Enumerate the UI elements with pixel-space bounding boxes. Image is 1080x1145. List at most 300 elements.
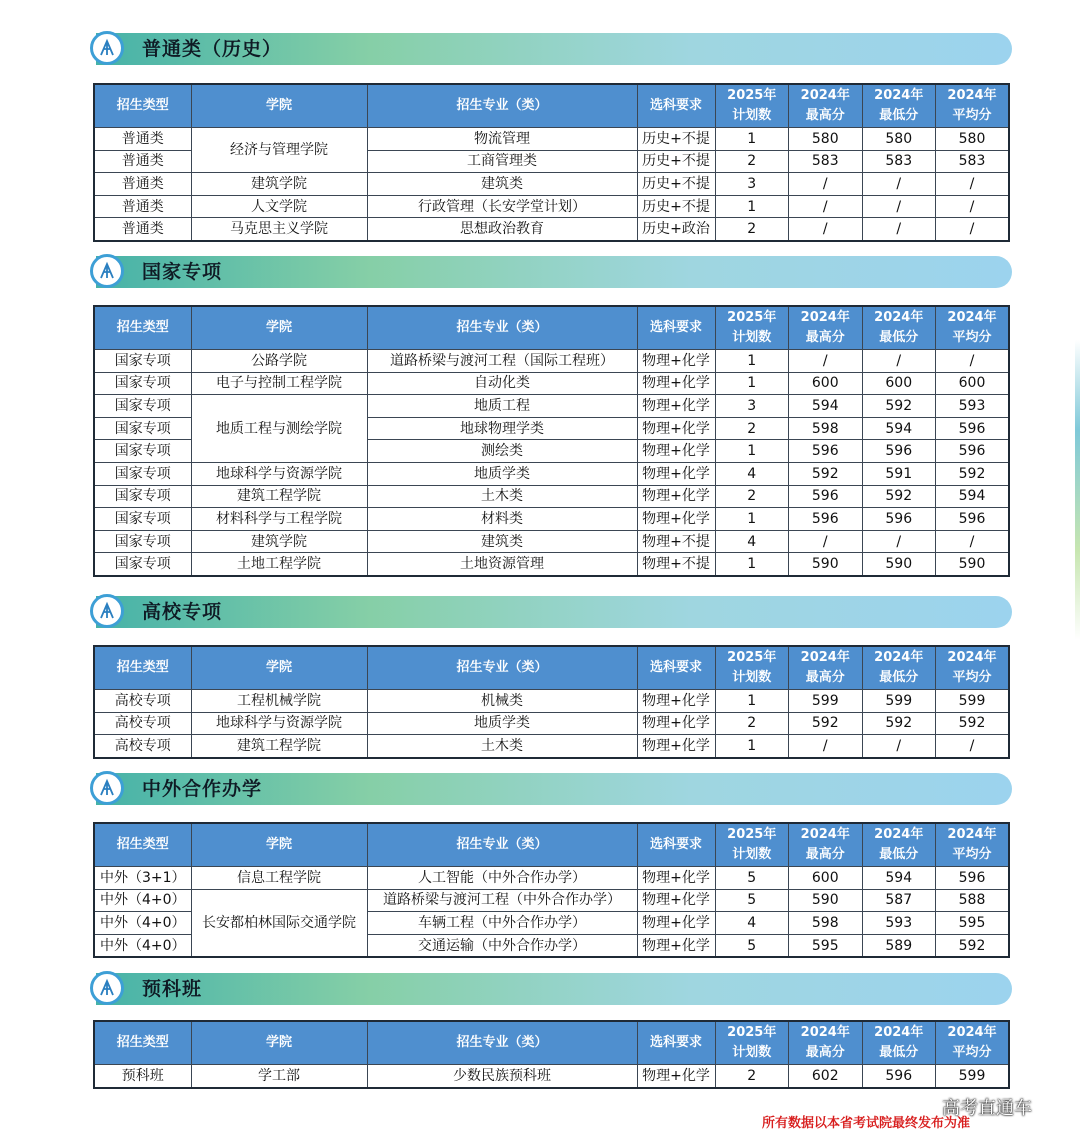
cell-type: 国家专项 — [94, 417, 191, 440]
table-row — [94, 735, 1009, 758]
column-header: 选科要求 — [637, 823, 715, 867]
cell-requirement: 历史+不提 — [637, 173, 715, 196]
section-title: 普通类（历史） — [142, 38, 283, 60]
cell-plan-2025: 2 — [715, 712, 789, 735]
admission-table — [93, 83, 1010, 242]
column-header: 招生专业（类） — [367, 823, 637, 867]
cell-max-2024: 600 — [789, 372, 863, 395]
cell-type: 高校专项 — [94, 690, 191, 713]
cell-plan-2025: 2 — [715, 485, 789, 508]
footer-note: 所有数据以本省考试院最终发布为准 — [762, 1116, 971, 1131]
cell-type: 普通类 — [94, 173, 191, 196]
cell-min-2024: / — [862, 218, 936, 241]
column-header-line: 2024年 — [947, 1025, 997, 1040]
column-header: 招生类型 — [94, 1021, 191, 1065]
column-header — [936, 306, 1010, 350]
column-header: 招生专业（类） — [367, 646, 637, 690]
cell-max-2024: 596 — [789, 485, 863, 508]
cell-max-2024: 602 — [789, 1065, 863, 1088]
cell-college: 地质工程与测绘学院 — [191, 395, 367, 463]
cell-min-2024: 594 — [862, 867, 936, 890]
table-row — [94, 712, 1009, 735]
cell-college: 电子与控制工程学院 — [191, 372, 367, 395]
table-row — [94, 395, 1009, 418]
column-header: 招生类型 — [94, 823, 191, 867]
cell-requirement: 物理+化学 — [637, 912, 715, 935]
column-header — [789, 1021, 863, 1065]
cell-min-2024: / — [862, 195, 936, 218]
cell-max-2024: 580 — [789, 128, 863, 151]
cell-college: 学工部 — [191, 1065, 367, 1088]
cell-college: 公路学院 — [191, 350, 367, 373]
cell-min-2024: 580 — [862, 128, 936, 151]
cell-college: 建筑工程学院 — [191, 485, 367, 508]
admission-table — [93, 822, 1010, 958]
cell-college: 建筑工程学院 — [191, 735, 367, 758]
cell-plan-2025: 1 — [715, 195, 789, 218]
cell-type: 中外（4+0） — [94, 934, 191, 957]
section-header — [90, 595, 1012, 629]
cell-max-2024: 595 — [789, 934, 863, 957]
cell-requirement: 物理+化学 — [637, 867, 715, 890]
table-row — [94, 553, 1009, 576]
cell-college: 经济与管理学院 — [191, 128, 367, 173]
column-header: 选科要求 — [637, 646, 715, 690]
cell-max-2024: / — [789, 218, 863, 241]
column-header — [936, 646, 1010, 690]
cell-requirement: 物理+化学 — [637, 934, 715, 957]
column-header-line: 平均分 — [952, 108, 992, 123]
column-header — [862, 306, 936, 350]
table-row — [94, 1065, 1009, 1088]
cell-min-2024: 596 — [862, 440, 936, 463]
cell-major: 思想政治教育 — [367, 218, 637, 241]
cell-requirement: 物理+化学 — [637, 690, 715, 713]
table-row — [94, 173, 1009, 196]
column-header — [862, 1021, 936, 1065]
cell-avg-2024: 580 — [936, 128, 1010, 151]
section-title: 高校专项 — [142, 601, 223, 623]
cell-type: 普通类 — [94, 218, 191, 241]
cell-avg-2024: 595 — [936, 912, 1010, 935]
cell-avg-2024: 588 — [936, 889, 1010, 912]
cell-major: 地质工程 — [367, 395, 637, 418]
cell-type: 中外（4+0） — [94, 912, 191, 935]
cell-avg-2024: 599 — [936, 1065, 1010, 1088]
cell-avg-2024: 596 — [936, 440, 1010, 463]
table-row — [94, 372, 1009, 395]
cell-requirement: 物理+化学 — [637, 395, 715, 418]
cell-major: 道路桥梁与渡河工程（国际工程班） — [367, 350, 637, 373]
cell-college: 地球科学与资源学院 — [191, 712, 367, 735]
cell-requirement: 物理+化学 — [637, 735, 715, 758]
column-header-line: 平均分 — [952, 670, 992, 685]
cell-min-2024: 600 — [862, 372, 936, 395]
cell-major: 材料类 — [367, 508, 637, 531]
cell-min-2024: 592 — [862, 395, 936, 418]
cell-max-2024: 590 — [789, 889, 863, 912]
cell-college: 长安都柏林国际交通学院 — [191, 889, 367, 957]
column-header — [862, 823, 936, 867]
column-header: 招生类型 — [94, 306, 191, 350]
table-row — [94, 530, 1009, 553]
column-header-line: 2024年 — [800, 827, 850, 842]
university-logo-icon — [90, 594, 124, 628]
decorative-side-strip — [1075, 340, 1080, 640]
column-header: 选科要求 — [637, 1021, 715, 1065]
cell-type: 中外（3+1） — [94, 867, 191, 890]
column-header: 学院 — [191, 306, 367, 350]
cell-type: 普通类 — [94, 150, 191, 173]
cell-plan-2025: 5 — [715, 867, 789, 890]
cell-max-2024: 583 — [789, 150, 863, 173]
column-header — [715, 823, 789, 867]
table-row — [94, 485, 1009, 508]
section-title-bar — [96, 256, 1012, 288]
column-header-line: 2024年 — [800, 1025, 850, 1040]
table-header-row — [94, 306, 1009, 350]
cell-plan-2025: 1 — [715, 508, 789, 531]
cell-college: 人文学院 — [191, 195, 367, 218]
cell-major: 车辆工程（中外合作办学） — [367, 912, 637, 935]
cell-major: 少数民族预科班 — [367, 1065, 637, 1088]
column-header-line: 计划数 — [732, 670, 772, 685]
table-header-row — [94, 646, 1009, 690]
cell-major: 测绘类 — [367, 440, 637, 463]
column-header: 学院 — [191, 84, 367, 128]
column-header: 招生类型 — [94, 84, 191, 128]
cell-college: 地球科学与资源学院 — [191, 462, 367, 485]
section-title-bar — [96, 973, 1012, 1005]
column-header-line: 最高分 — [805, 1045, 845, 1060]
column-header — [715, 84, 789, 128]
cell-major: 物流管理 — [367, 128, 637, 151]
cell-type: 国家专项 — [94, 553, 191, 576]
section-header — [90, 32, 1012, 66]
column-header-line: 最低分 — [879, 108, 919, 123]
cell-type: 国家专项 — [94, 508, 191, 531]
table-row — [94, 128, 1009, 151]
cell-type: 国家专项 — [94, 462, 191, 485]
cell-requirement: 历史+不提 — [637, 128, 715, 151]
table-row — [94, 508, 1009, 531]
cell-avg-2024: / — [936, 350, 1010, 373]
column-header — [715, 306, 789, 350]
cell-avg-2024: 592 — [936, 712, 1010, 735]
cell-college: 信息工程学院 — [191, 867, 367, 890]
column-header: 招生专业（类） — [367, 1021, 637, 1065]
cell-min-2024: 591 — [862, 462, 936, 485]
cell-plan-2025: 1 — [715, 440, 789, 463]
column-header-line: 2025年 — [727, 827, 777, 842]
cell-plan-2025: 4 — [715, 530, 789, 553]
column-header-line: 2025年 — [727, 650, 777, 665]
cell-requirement: 物理+不提 — [637, 530, 715, 553]
cell-college: 建筑学院 — [191, 173, 367, 196]
column-header-line: 2024年 — [874, 88, 924, 103]
column-header-line: 最高分 — [805, 847, 845, 862]
column-header-line: 计划数 — [732, 1045, 772, 1060]
column-header — [715, 1021, 789, 1065]
cell-max-2024: / — [789, 735, 863, 758]
column-header — [936, 1021, 1010, 1065]
column-header-line: 2024年 — [947, 310, 997, 325]
column-header-line: 最高分 — [805, 108, 845, 123]
cell-max-2024: 590 — [789, 553, 863, 576]
cell-college: 工程机械学院 — [191, 690, 367, 713]
column-header-line: 2024年 — [874, 650, 924, 665]
column-header — [936, 84, 1010, 128]
column-header-line: 2024年 — [874, 827, 924, 842]
cell-avg-2024: 590 — [936, 553, 1010, 576]
cell-type: 国家专项 — [94, 350, 191, 373]
cell-avg-2024: 592 — [936, 934, 1010, 957]
cell-college: 材料科学与工程学院 — [191, 508, 367, 531]
column-header: 招生专业（类） — [367, 306, 637, 350]
cell-max-2024: 592 — [789, 462, 863, 485]
column-header — [862, 84, 936, 128]
column-header — [936, 823, 1010, 867]
column-header: 招生专业（类） — [367, 84, 637, 128]
university-logo-icon — [90, 771, 124, 805]
cell-max-2024: / — [789, 195, 863, 218]
cell-min-2024: 593 — [862, 912, 936, 935]
cell-major: 土木类 — [367, 485, 637, 508]
column-header-line: 2024年 — [947, 650, 997, 665]
admission-table — [93, 645, 1010, 759]
cell-type: 国家专项 — [94, 372, 191, 395]
cell-avg-2024: / — [936, 530, 1010, 553]
cell-plan-2025: 5 — [715, 934, 789, 957]
cell-college: 土地工程学院 — [191, 553, 367, 576]
section-header — [90, 772, 1012, 806]
cell-plan-2025: 2 — [715, 1065, 789, 1088]
cell-plan-2025: 1 — [715, 128, 789, 151]
column-header-line: 最高分 — [805, 670, 845, 685]
cell-avg-2024: / — [936, 173, 1010, 196]
cell-type: 普通类 — [94, 195, 191, 218]
table-row — [94, 350, 1009, 373]
cell-requirement: 历史+政治 — [637, 218, 715, 241]
cell-max-2024: 594 — [789, 395, 863, 418]
cell-avg-2024: 599 — [936, 690, 1010, 713]
university-logo-icon — [90, 31, 124, 65]
watermark: 高考直通车 — [942, 1098, 1032, 1119]
cell-min-2024: 590 — [862, 553, 936, 576]
column-header: 学院 — [191, 1021, 367, 1065]
table-row — [94, 195, 1009, 218]
section-header — [90, 972, 1012, 1006]
admission-table — [93, 1020, 1010, 1089]
cell-requirement: 物理+化学 — [637, 417, 715, 440]
column-header-line: 计划数 — [732, 330, 772, 345]
column-header-line: 计划数 — [732, 108, 772, 123]
section-header — [90, 255, 1012, 289]
cell-plan-2025: 1 — [715, 350, 789, 373]
cell-avg-2024: / — [936, 218, 1010, 241]
cell-min-2024: 589 — [862, 934, 936, 957]
cell-requirement: 物理+化学 — [637, 440, 715, 463]
table-row — [94, 462, 1009, 485]
cell-min-2024: 583 — [862, 150, 936, 173]
column-header: 学院 — [191, 823, 367, 867]
admission-table — [93, 305, 1010, 577]
cell-major: 自动化类 — [367, 372, 637, 395]
cell-college: 建筑学院 — [191, 530, 367, 553]
cell-type: 中外（4+0） — [94, 889, 191, 912]
table-row — [94, 690, 1009, 713]
column-header-line: 2024年 — [947, 827, 997, 842]
cell-avg-2024: 600 — [936, 372, 1010, 395]
column-header-line: 最低分 — [879, 330, 919, 345]
cell-type: 国家专项 — [94, 395, 191, 418]
cell-min-2024: 592 — [862, 712, 936, 735]
column-header-line: 2025年 — [727, 88, 777, 103]
cell-plan-2025: 4 — [715, 912, 789, 935]
cell-max-2024: / — [789, 350, 863, 373]
column-header-line: 最高分 — [805, 330, 845, 345]
university-logo-icon — [90, 254, 124, 288]
section-title: 预科班 — [142, 978, 203, 1000]
cell-min-2024: 594 — [862, 417, 936, 440]
cell-plan-2025: 1 — [715, 735, 789, 758]
table-row — [94, 218, 1009, 241]
cell-plan-2025: 1 — [715, 372, 789, 395]
column-header: 学院 — [191, 646, 367, 690]
cell-max-2024: 596 — [789, 440, 863, 463]
column-header-line: 2024年 — [800, 650, 850, 665]
cell-requirement: 物理+化学 — [637, 712, 715, 735]
cell-college: 马克思主义学院 — [191, 218, 367, 241]
cell-max-2024: 598 — [789, 912, 863, 935]
cell-min-2024: / — [862, 350, 936, 373]
column-header — [862, 646, 936, 690]
cell-max-2024: 600 — [789, 867, 863, 890]
cell-avg-2024: / — [936, 735, 1010, 758]
column-header-line: 2024年 — [874, 310, 924, 325]
cell-type: 国家专项 — [94, 440, 191, 463]
cell-min-2024: / — [862, 173, 936, 196]
cell-type: 国家专项 — [94, 530, 191, 553]
column-header-line: 平均分 — [952, 847, 992, 862]
cell-type: 预科班 — [94, 1065, 191, 1088]
column-header-line: 2024年 — [874, 1025, 924, 1040]
column-header: 选科要求 — [637, 84, 715, 128]
section-title: 中外合作办学 — [142, 778, 263, 800]
cell-requirement: 物理+化学 — [637, 1065, 715, 1088]
cell-plan-2025: 2 — [715, 218, 789, 241]
cell-major: 土木类 — [367, 735, 637, 758]
cell-avg-2024: 593 — [936, 395, 1010, 418]
cell-requirement: 物理+化学 — [637, 485, 715, 508]
column-header-line: 2025年 — [727, 310, 777, 325]
cell-min-2024: 596 — [862, 508, 936, 531]
column-header — [789, 823, 863, 867]
cell-type: 国家专项 — [94, 485, 191, 508]
column-header-line: 计划数 — [732, 847, 772, 862]
cell-requirement: 物理+化学 — [637, 889, 715, 912]
cell-requirement: 物理+化学 — [637, 462, 715, 485]
section-title-bar — [96, 596, 1012, 628]
cell-requirement: 历史+不提 — [637, 195, 715, 218]
cell-plan-2025: 1 — [715, 553, 789, 576]
table-row — [94, 867, 1009, 890]
cell-avg-2024: 596 — [936, 867, 1010, 890]
cell-plan-2025: 4 — [715, 462, 789, 485]
cell-max-2024: / — [789, 530, 863, 553]
cell-major: 建筑类 — [367, 173, 637, 196]
cell-min-2024: / — [862, 735, 936, 758]
cell-major: 地质学类 — [367, 712, 637, 735]
column-header-line: 最低分 — [879, 670, 919, 685]
table-row — [94, 889, 1009, 912]
cell-avg-2024: 583 — [936, 150, 1010, 173]
cell-min-2024: 592 — [862, 485, 936, 508]
cell-type: 高校专项 — [94, 735, 191, 758]
cell-avg-2024: 596 — [936, 417, 1010, 440]
column-header: 选科要求 — [637, 306, 715, 350]
cell-avg-2024: / — [936, 195, 1010, 218]
table-header-row — [94, 823, 1009, 867]
column-header-line: 平均分 — [952, 330, 992, 345]
cell-major: 地球物理学类 — [367, 417, 637, 440]
column-header — [789, 306, 863, 350]
column-header — [789, 646, 863, 690]
column-header-line: 2024年 — [800, 310, 850, 325]
cell-major: 机械类 — [367, 690, 637, 713]
cell-requirement: 物理+化学 — [637, 350, 715, 373]
cell-major: 人工智能（中外合作办学） — [367, 867, 637, 890]
cell-plan-2025: 3 — [715, 173, 789, 196]
table-header-row — [94, 84, 1009, 128]
cell-min-2024: 587 — [862, 889, 936, 912]
cell-plan-2025: 1 — [715, 690, 789, 713]
cell-max-2024: 592 — [789, 712, 863, 735]
cell-plan-2025: 2 — [715, 150, 789, 173]
column-header — [715, 646, 789, 690]
column-header-line: 2024年 — [800, 88, 850, 103]
university-logo-icon — [90, 971, 124, 1005]
column-header-line: 平均分 — [952, 1045, 992, 1060]
cell-major: 行政管理（长安学堂计划） — [367, 195, 637, 218]
column-header-line: 最低分 — [879, 1045, 919, 1060]
section-title: 国家专项 — [142, 261, 223, 283]
cell-plan-2025: 5 — [715, 889, 789, 912]
column-header: 招生类型 — [94, 646, 191, 690]
cell-major: 土地资源管理 — [367, 553, 637, 576]
cell-major: 工商管理类 — [367, 150, 637, 173]
cell-major: 建筑类 — [367, 530, 637, 553]
cell-requirement: 物理+化学 — [637, 508, 715, 531]
cell-requirement: 物理+不提 — [637, 553, 715, 576]
cell-max-2024: 598 — [789, 417, 863, 440]
cell-max-2024: 599 — [789, 690, 863, 713]
column-header — [789, 84, 863, 128]
cell-avg-2024: 594 — [936, 485, 1010, 508]
cell-major: 道路桥梁与渡河工程（中外合作办学） — [367, 889, 637, 912]
cell-plan-2025: 3 — [715, 395, 789, 418]
cell-avg-2024: 596 — [936, 508, 1010, 531]
column-header-line: 2025年 — [727, 1025, 777, 1040]
cell-type: 高校专项 — [94, 712, 191, 735]
cell-major: 地质学类 — [367, 462, 637, 485]
cell-max-2024: / — [789, 173, 863, 196]
cell-max-2024: 596 — [789, 508, 863, 531]
cell-requirement: 物理+化学 — [637, 372, 715, 395]
cell-min-2024: 596 — [862, 1065, 936, 1088]
column-header-line: 最低分 — [879, 847, 919, 862]
cell-avg-2024: 592 — [936, 462, 1010, 485]
